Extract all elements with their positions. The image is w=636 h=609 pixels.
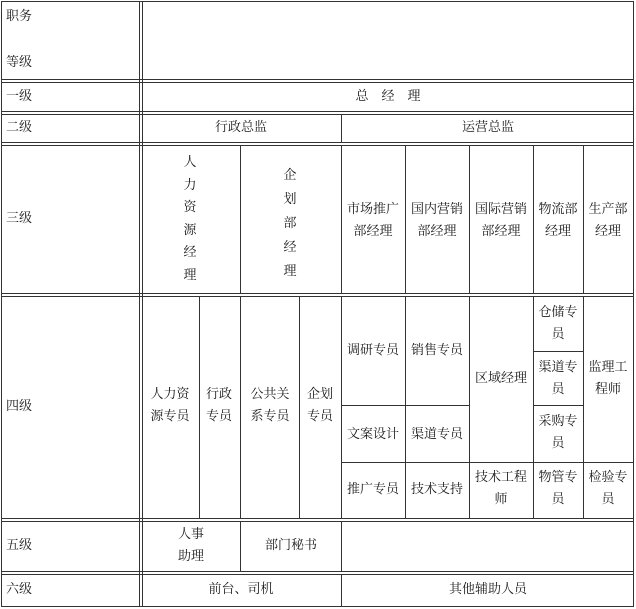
channel-specialist-a: 渠道专 员 <box>538 360 578 397</box>
tech-support: 技术支持 <box>410 482 464 497</box>
hr-assistant: 人事 助理 <box>177 527 205 564</box>
level-4-label: 四级 <box>6 399 33 414</box>
production-manager: 生产部 经理 <box>588 202 628 239</box>
warehouse-specialist: 仓储专 员 <box>538 305 578 342</box>
level-2-label: 二级 <box>6 120 33 135</box>
hr-specialist: 人力资 源专员 <box>150 387 190 424</box>
sales-specialist: 销售专员 <box>410 343 464 358</box>
level-5-label: 五级 <box>6 538 33 553</box>
channel-specialist-b: 渠道专员 <box>410 427 464 442</box>
domestic-sales-manager: 国内营销 部经理 <box>410 202 464 239</box>
supervising-engineer: 监理工 程师 <box>588 360 628 397</box>
copywriting: 文案设计 <box>346 427 400 442</box>
promotion-specialist: 推广专员 <box>346 482 400 497</box>
general-manager: 总 经 理 <box>355 89 421 104</box>
admin-specialist: 行政 专员 <box>205 387 233 424</box>
hr-manager: 人 力 资 源 经 理 <box>183 155 197 283</box>
header-level-label: 等级 <box>6 55 33 70</box>
logistics-manager: 物流部 经理 <box>538 202 578 239</box>
planning-manager: 企 划 部 经 理 <box>283 168 297 279</box>
marketing-manager: 市场推广 部经理 <box>346 202 400 239</box>
level-1-label: 一级 <box>6 89 33 104</box>
intl-sales-manager: 国际营销 部经理 <box>474 202 528 239</box>
pr-specialist: 公共关 系专员 <box>250 387 290 424</box>
reception-driver: 前台、司机 <box>208 582 274 597</box>
tech-engineer: 技术工程 师 <box>474 470 528 507</box>
inspection-specialist: 检验专 员 <box>588 470 628 507</box>
level-3-label: 三级 <box>6 211 33 226</box>
regional-manager: 区域经理 <box>474 371 528 386</box>
dept-secretary: 部门秘书 <box>264 538 318 553</box>
planning-specialist: 企划 专员 <box>306 387 334 424</box>
admin-director: 行政总监 <box>214 120 268 135</box>
materials-specialist: 物管专 员 <box>538 470 578 507</box>
ops-director: 运营总监 <box>461 120 515 135</box>
level-6-label: 六级 <box>6 582 33 597</box>
other-staff: 其他辅助人员 <box>448 582 528 597</box>
purchasing-specialist: 采购专 员 <box>538 414 578 451</box>
header-position-label: 职务 <box>6 9 33 24</box>
research-specialist: 调研专员 <box>346 343 400 358</box>
